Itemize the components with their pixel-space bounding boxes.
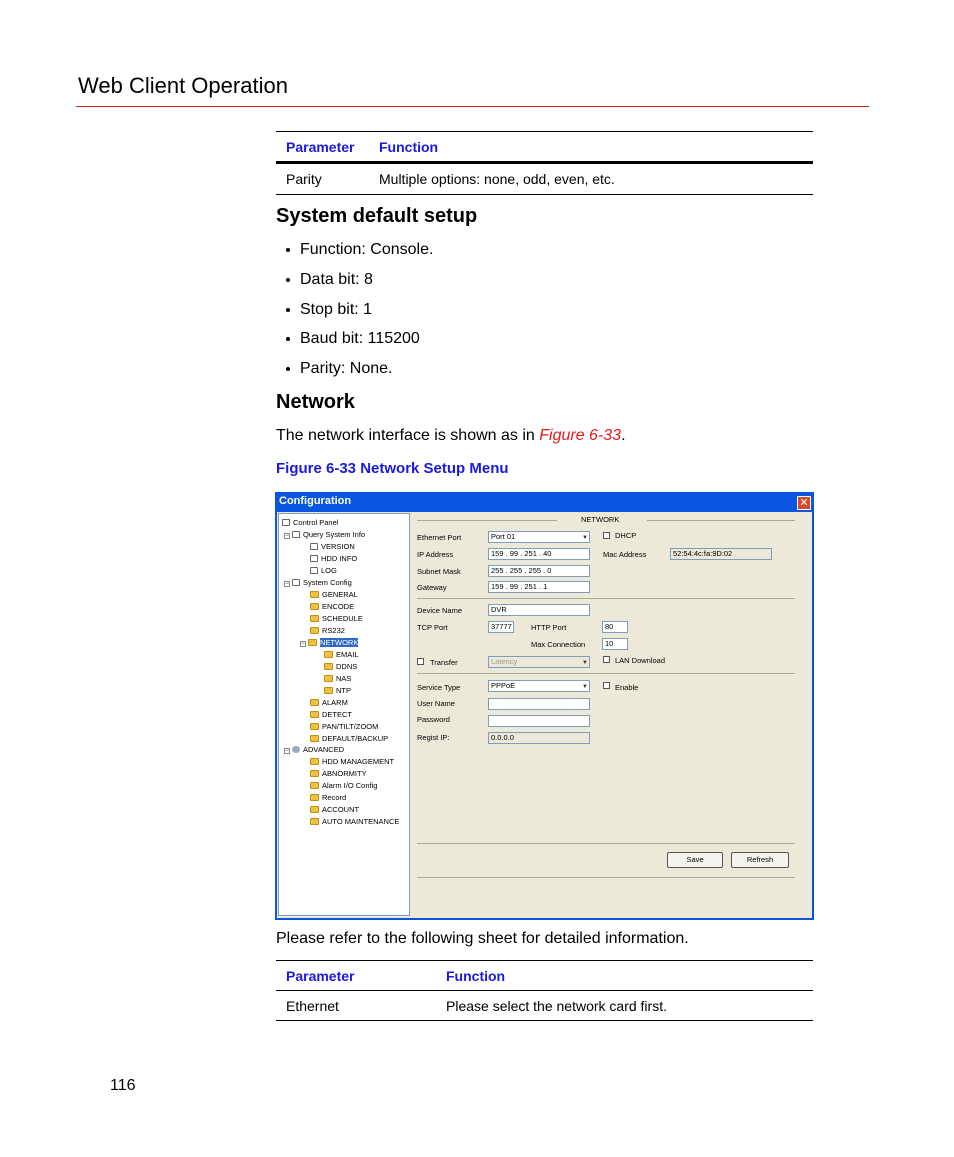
gateway-field: 159 . 99 . 251 . 1 bbox=[488, 581, 590, 593]
http-port-field: 80 bbox=[602, 621, 628, 633]
list-item: Parity: None. bbox=[286, 359, 433, 389]
tree-item: ACCOUNT bbox=[310, 805, 359, 815]
table-cell: Please select the network card first. bbox=[446, 997, 667, 1014]
field-label: DHCP bbox=[615, 531, 637, 540]
field-label: Mac Address bbox=[603, 550, 647, 559]
ip-address-field: 159 . 99 . 251 . 40 bbox=[488, 548, 590, 560]
list-item: Function: Console. bbox=[286, 240, 433, 270]
tree-item: HDD MANAGEMENT bbox=[310, 757, 394, 767]
field-label: Password bbox=[417, 715, 450, 724]
tree-item: − Query System Info bbox=[285, 530, 366, 539]
tree-item: ENCODE bbox=[310, 602, 354, 612]
tree-item: − System Config bbox=[285, 578, 352, 587]
tree-item: ALARM bbox=[310, 698, 348, 708]
tree-item: EMAIL bbox=[324, 650, 359, 660]
refresh-button: Refresh bbox=[731, 852, 789, 868]
config-tree bbox=[278, 513, 410, 916]
tree-item: PAN/TILT/ZOOM bbox=[310, 722, 378, 732]
figure-link[interactable]: Figure 6-33 bbox=[539, 427, 622, 444]
tree-item: DETECT bbox=[310, 710, 352, 720]
default-settings-list bbox=[286, 240, 433, 389]
section-heading-network: Network bbox=[276, 391, 355, 413]
tree-item: AUTO MAINTENANCE bbox=[310, 817, 399, 827]
transfer-select: Latency ▼ bbox=[488, 656, 590, 668]
tree-item: Control Panel bbox=[282, 518, 338, 528]
tcp-port-field: 37777 bbox=[488, 621, 514, 633]
save-button: Save bbox=[667, 852, 723, 868]
page-number: 116 bbox=[110, 1077, 136, 1094]
tree-item: NAS bbox=[324, 674, 351, 684]
figure-caption: Figure 6-33 Network Setup Menu bbox=[276, 460, 509, 477]
table-cell: Multiple options: none, odd, even, etc. bbox=[379, 171, 615, 187]
running-header-title: Web Client Operation bbox=[78, 73, 288, 98]
reference-sentence: Please refer to the following sheet for detailed information. bbox=[276, 930, 689, 947]
field-label: Max Connection bbox=[531, 640, 586, 649]
table-header-function: Function bbox=[436, 961, 813, 991]
password-field bbox=[488, 715, 590, 727]
parity-table bbox=[276, 131, 813, 195]
table-row bbox=[276, 163, 813, 195]
window-title: Configuration bbox=[279, 495, 352, 507]
network-form bbox=[415, 512, 812, 918]
field-label: Gateway bbox=[417, 583, 447, 592]
subnet-mask-field: 255 . 255 . 255 . 0 bbox=[488, 565, 590, 577]
tree-item: ABNORMITY bbox=[310, 769, 367, 779]
close-icon: ✕ bbox=[797, 496, 811, 510]
mac-address-field: 52:54:4c:fa:9D:02 bbox=[670, 548, 772, 560]
tree-item: HDD INFO bbox=[310, 554, 357, 564]
table-row bbox=[276, 991, 813, 1021]
transfer-checkbox bbox=[417, 658, 424, 665]
tree-item: SCHEDULE bbox=[310, 614, 363, 624]
table-cell: Ethernet bbox=[286, 997, 339, 1014]
tree-item: DDNS bbox=[324, 662, 357, 672]
tree-item-network-selected: − NETWORK bbox=[301, 638, 359, 647]
tree-item: DEFAULT/BACKUP bbox=[310, 734, 388, 744]
table-header-parameter: Parameter bbox=[276, 961, 436, 991]
tree-item: Record bbox=[310, 793, 346, 803]
tree-item: LOG bbox=[310, 566, 337, 576]
field-label: LAN Download bbox=[615, 656, 666, 665]
field-label: Enable bbox=[615, 683, 639, 692]
tree-item: GENERAL bbox=[310, 590, 358, 600]
ethernet-table bbox=[276, 960, 813, 1021]
regist-ip-field: 0.0.0.0 bbox=[488, 732, 590, 744]
list-item: Stop bit: 1 bbox=[286, 300, 433, 330]
max-connection-field: 10 bbox=[602, 638, 628, 650]
field-label: Subnet Mask bbox=[417, 567, 461, 576]
lan-download-checkbox bbox=[603, 656, 610, 663]
configuration-window-screenshot bbox=[275, 492, 814, 920]
field-label: TCP Port bbox=[417, 623, 448, 632]
network-intro: The network interface is shown as in Figure 6-33. bbox=[276, 427, 626, 444]
service-type-select: PPPoE ▼ bbox=[488, 680, 590, 692]
tree-item: RS232 bbox=[310, 626, 345, 636]
tree-item: Alarm I/O Config bbox=[310, 781, 377, 791]
field-label: Regist IP: bbox=[417, 733, 450, 742]
tree-item: − ADVANCED bbox=[285, 745, 345, 754]
tree-item: VERSION bbox=[310, 542, 355, 552]
ethernet-port-select: Port 01 ▼ bbox=[488, 531, 590, 543]
table-header-parameter: Parameter bbox=[276, 132, 369, 163]
field-label: Transfer bbox=[430, 658, 458, 667]
list-item: Data bit: 8 bbox=[286, 270, 433, 300]
table-header-function: Function bbox=[369, 132, 813, 163]
field-label: HTTP Port bbox=[531, 623, 567, 632]
user-name-field bbox=[488, 698, 590, 710]
group-title: NETWORK bbox=[581, 515, 620, 524]
section-heading-system-default: System default setup bbox=[276, 205, 478, 227]
field-label: User Name bbox=[417, 699, 455, 708]
enable-checkbox bbox=[603, 682, 610, 689]
field-label: Service Type bbox=[417, 683, 461, 692]
table-cell: Parity bbox=[286, 171, 322, 187]
header-rule bbox=[76, 106, 869, 107]
field-label: Ethernet Port bbox=[417, 533, 462, 542]
field-label: Device Name bbox=[417, 606, 463, 615]
tree-item: NTP bbox=[324, 686, 351, 696]
device-name-field: DVR bbox=[488, 604, 590, 616]
dhcp-checkbox bbox=[603, 532, 610, 539]
field-label: IP Address bbox=[417, 550, 454, 559]
list-item: Baud bit: 115200 bbox=[286, 329, 433, 359]
